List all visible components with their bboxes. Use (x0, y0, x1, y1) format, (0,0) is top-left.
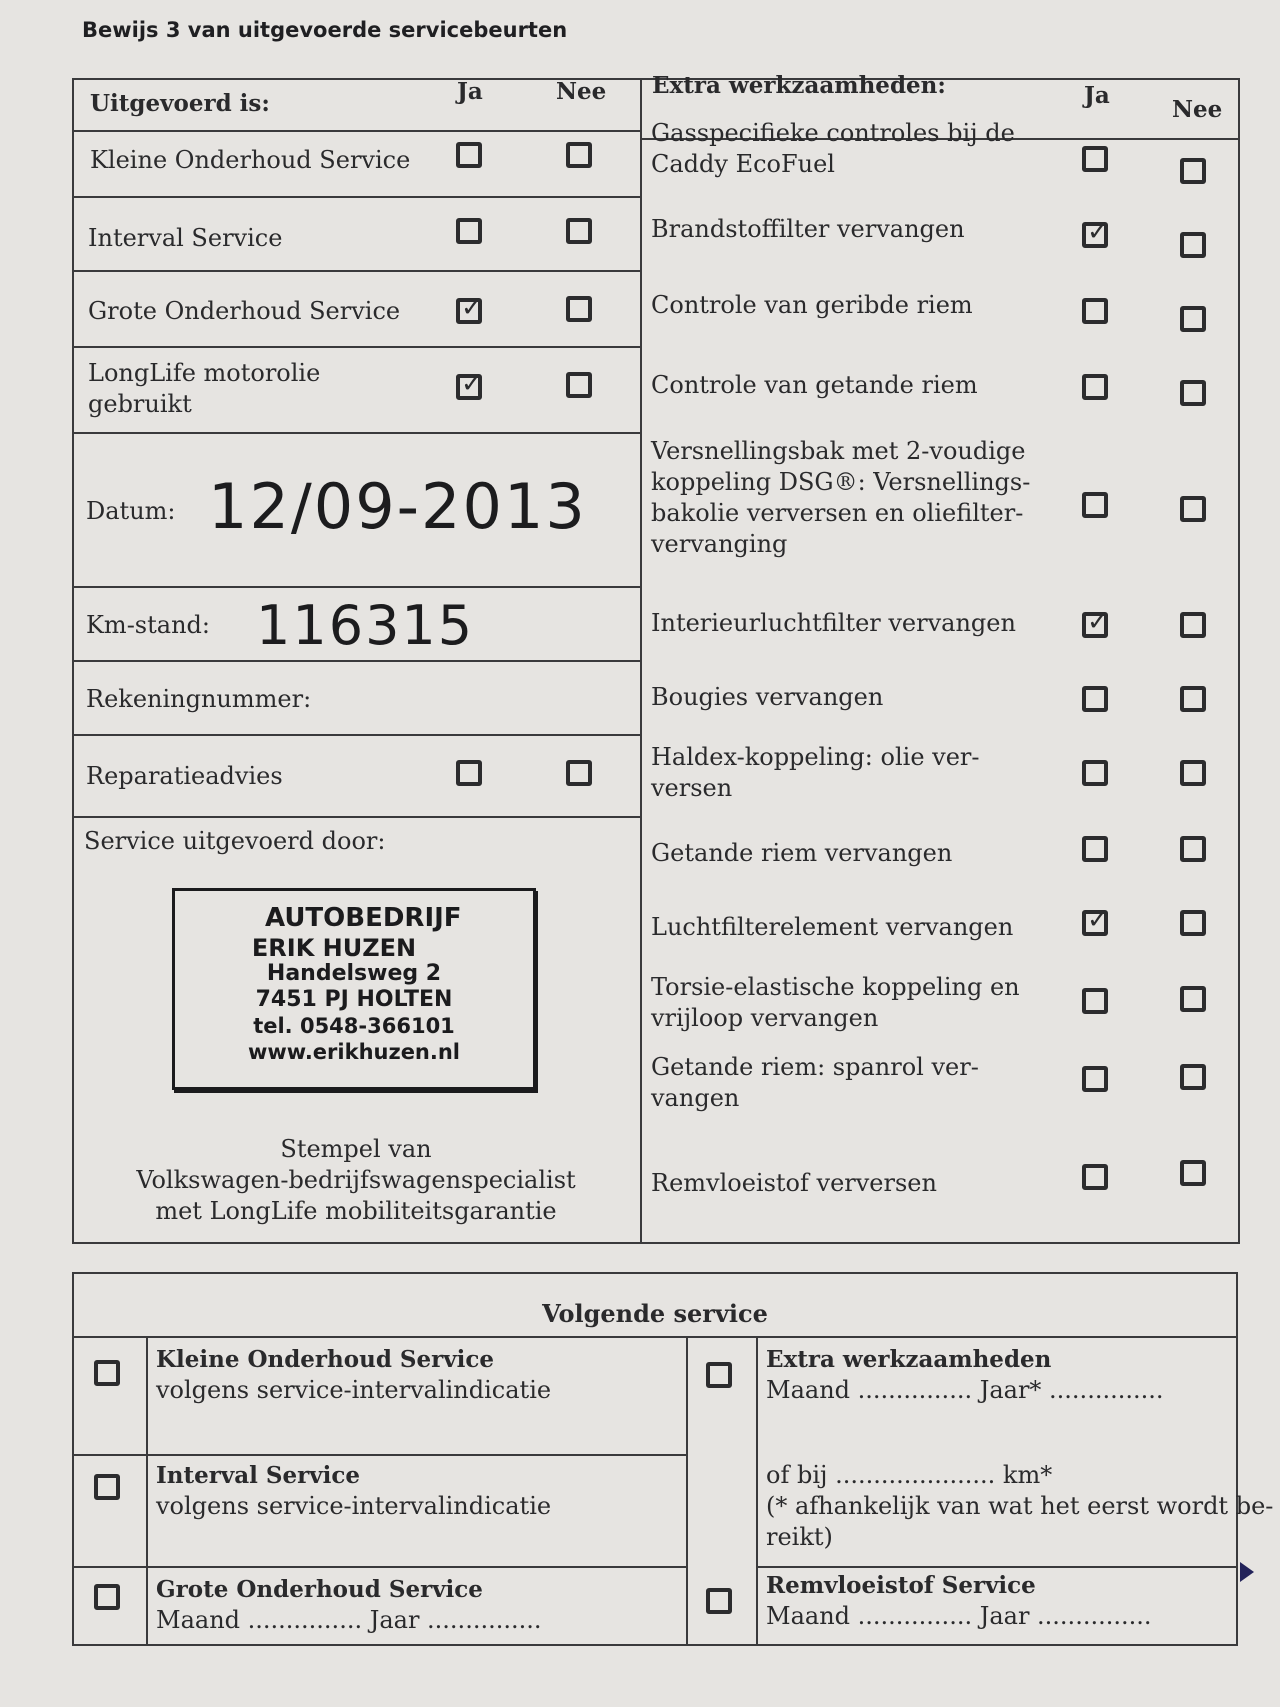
caption-line2: Volkswagen-bedrijfswagenspecialist (136, 1166, 576, 1194)
geribde-nee-checkbox[interactable] (1180, 306, 1206, 332)
service-label-longlife (88, 358, 320, 420)
spanrol-ja-checkbox[interactable] (1082, 1066, 1108, 1092)
divider (72, 270, 640, 272)
left-header-nee: Nee (556, 78, 607, 105)
dsg-ja-checkbox[interactable] (1082, 492, 1108, 518)
gas-nee-checkbox[interactable] (1180, 158, 1206, 184)
row-text: Torsie-elastische koppeling en (651, 973, 1020, 1001)
luchtfilter-ja-checkbox[interactable] (1082, 910, 1108, 936)
column-divider (640, 78, 642, 1244)
brandstof-ja-checkbox[interactable] (1082, 222, 1108, 248)
divider (146, 1336, 148, 1646)
next-interval-title: Interval Service (156, 1462, 360, 1489)
geribde-ja-checkbox[interactable] (1082, 298, 1108, 324)
extra-row-interieur: Interieurluchtfilter vervangen (651, 609, 1016, 637)
stamp-caption (72, 1134, 640, 1227)
right-header-nee: Nee (1172, 96, 1223, 123)
next-grote-checkbox[interactable] (94, 1584, 120, 1610)
remvloeistof-ja-checkbox[interactable] (1082, 1164, 1108, 1190)
row-text: vrijloop vervangen (651, 1004, 879, 1032)
divider (72, 660, 640, 662)
service-door-label: Service uitgevoerd door: (84, 827, 386, 855)
next-interval-sub: volgens service-intervalindicatie (156, 1492, 552, 1520)
extra-row-gas (651, 118, 1015, 180)
divider (72, 346, 640, 348)
interval-nee-checkbox[interactable] (566, 218, 592, 244)
next-note2: reikt) (766, 1523, 833, 1551)
grote-nee-checkbox[interactable] (566, 296, 592, 322)
gas-ja-checkbox[interactable] (1082, 146, 1108, 172)
dsg-nee-checkbox[interactable] (1180, 496, 1206, 522)
reparatie-label: Reparatieadvies (86, 762, 283, 790)
torsie-ja-checkbox[interactable] (1082, 988, 1108, 1014)
datum-label: Datum: (86, 497, 176, 525)
interieur-nee-checkbox[interactable] (1180, 612, 1206, 638)
brandstof-nee-checkbox[interactable] (1180, 232, 1206, 258)
km-label: Km-stand: (86, 611, 210, 639)
row-text: versen (651, 774, 733, 802)
grote-ja-checkbox[interactable] (456, 298, 482, 324)
next-extra-title: Extra werkzaamheden (766, 1346, 1052, 1373)
row-text: Getande riem: spanrol ver- (651, 1053, 979, 1081)
next-kleine-sub: volgens service-intervalindicatie (156, 1376, 552, 1404)
stamp-line6: www.erikhuzen.nl (247, 1040, 461, 1064)
stamp-line3: Handelsweg 2 (266, 961, 442, 986)
row-text: koppeling DSG®: Versnellings- (651, 468, 1031, 496)
next-grote-title: Grote Onderhoud Service (156, 1576, 483, 1603)
stamp-line1: AUTOBEDRIJF (265, 903, 462, 933)
longlife-line2: gebruikt (88, 390, 192, 418)
divider (72, 196, 640, 198)
right-header-ja: Ja (1084, 82, 1110, 109)
next-grote (156, 1574, 541, 1636)
service-label-grote: Grote Onderhoud Service (88, 297, 401, 325)
spanrol-nee-checkbox[interactable] (1180, 1064, 1206, 1090)
row-text: Caddy EcoFuel (651, 150, 835, 178)
page-title: Bewijs 3 van uitgevoerde servicebeurten (82, 18, 568, 42)
next-rem-checkbox[interactable] (706, 1588, 732, 1614)
extra-row-brandstof: Brandstoffilter vervangen (651, 215, 965, 243)
extra-row-remvloeistof: Remvloeistof verversen (651, 1169, 937, 1197)
caption-line1: Stempel van (280, 1135, 432, 1163)
extra-row-spanrol (651, 1052, 979, 1114)
right-header-label: Extra werkzaamheden: (652, 72, 946, 99)
luchtfilter-nee-checkbox[interactable] (1180, 910, 1206, 936)
divider (686, 1336, 688, 1646)
next-kleine-title: Kleine Onderhoud Service (156, 1346, 495, 1373)
next-rem-sub: Maand ............... Jaar ............... (766, 1602, 1152, 1630)
rekening-label: Rekeningnummer: (86, 685, 312, 713)
next-note1: (* afhankelijk van wat het eerst wordt be- (766, 1492, 1274, 1520)
kleine-ja-checkbox[interactable] (456, 142, 482, 168)
remvloeistof-nee-checkbox[interactable] (1180, 1160, 1206, 1186)
extra-row-bougies: Bougies vervangen (651, 683, 884, 711)
next-interval (156, 1460, 551, 1522)
service-label-interval: Interval Service (88, 224, 283, 252)
next-rem-title: Remvloeistof Service (766, 1572, 1036, 1599)
interval-ja-checkbox[interactable] (456, 218, 482, 244)
datum-handwritten: 12/09-2013 (208, 470, 587, 543)
row-text: vangen (651, 1084, 740, 1112)
next-rem (766, 1570, 1151, 1632)
reparatie-nee-checkbox[interactable] (566, 760, 592, 786)
extra-row-dsg (651, 436, 1030, 560)
row-text: bakolie verversen en oliefilter- (651, 499, 1024, 527)
divider (72, 1566, 686, 1568)
divider (756, 1566, 1238, 1568)
haldex-ja-checkbox[interactable] (1082, 760, 1108, 786)
bougies-ja-checkbox[interactable] (1082, 686, 1108, 712)
divider (756, 1336, 758, 1646)
km-handwritten: 116315 (256, 594, 475, 657)
extra-row-getande-vervangen: Getande riem vervangen (651, 839, 953, 867)
next-extra-checkbox[interactable] (706, 1362, 732, 1388)
dealer-stamp (172, 888, 536, 1090)
divider (72, 734, 640, 736)
longlife-nee-checkbox[interactable] (566, 372, 592, 398)
divider (72, 130, 640, 132)
left-header-label: Uitgevoerd is: (90, 90, 270, 117)
extra-row-haldex (651, 742, 980, 804)
haldex-nee-checkbox[interactable] (1180, 760, 1206, 786)
caption-line3: met LongLife mobiliteitsgarantie (155, 1197, 557, 1225)
next-grote-sub: Maand ............... Jaar ............... (156, 1606, 542, 1634)
service-label-kleine: Kleine Onderhoud Service (90, 146, 411, 174)
stamp-line4: 7451 PJ HOLTEN (255, 987, 453, 1012)
kleine-nee-checkbox[interactable] (566, 142, 592, 168)
extra-row-luchtfilter: Luchtfilterelement vervangen (651, 913, 1014, 941)
row-text: vervanging (651, 530, 788, 558)
next-kleine (156, 1344, 551, 1406)
next-interval-checkbox[interactable] (94, 1474, 120, 1500)
page-arrow-icon (1240, 1562, 1254, 1582)
stamp-line2: ERIK HUZEN (251, 934, 417, 962)
torsie-nee-checkbox[interactable] (1180, 986, 1206, 1012)
next-extra-sub: Maand ............... Jaar* ............... (766, 1376, 1164, 1404)
getande-vervangen-nee-checkbox[interactable] (1180, 836, 1206, 862)
longlife-ja-checkbox[interactable] (456, 374, 482, 400)
longlife-line1: LongLife motorolie (88, 359, 321, 387)
getande-controle-nee-checkbox[interactable] (1180, 380, 1206, 406)
row-text: Versnellingsbak met 2-voudige (651, 437, 1026, 465)
divider (72, 1454, 686, 1456)
left-header-ja: Ja (457, 78, 483, 105)
next-service-header: Volgende service (542, 1299, 768, 1328)
row-text: Haldex-koppeling: olie ver- (651, 743, 980, 771)
divider (72, 586, 640, 588)
getande-vervangen-ja-checkbox[interactable] (1082, 836, 1108, 862)
row-text: Gasspecifieke controles bij de (651, 119, 1015, 147)
getande-controle-ja-checkbox[interactable] (1082, 374, 1108, 400)
next-kleine-checkbox[interactable] (94, 1360, 120, 1386)
divider (72, 816, 640, 818)
extra-row-geribde: Controle van geribde riem (651, 291, 973, 319)
interieur-ja-checkbox[interactable] (1082, 612, 1108, 638)
next-extra (766, 1344, 1163, 1406)
extra-row-torsie (651, 972, 1020, 1034)
divider (72, 432, 640, 434)
bougies-nee-checkbox[interactable] (1180, 686, 1206, 712)
divider (72, 1336, 1238, 1338)
next-ofbij (766, 1460, 1273, 1553)
stamp-line5: tel. 0548-366101 (253, 1014, 455, 1038)
extra-row-getande-controle: Controle van getande riem (651, 371, 978, 399)
reparatie-ja-checkbox[interactable] (456, 760, 482, 786)
next-ofbij-text: of bij ..................... km* (766, 1461, 1053, 1489)
